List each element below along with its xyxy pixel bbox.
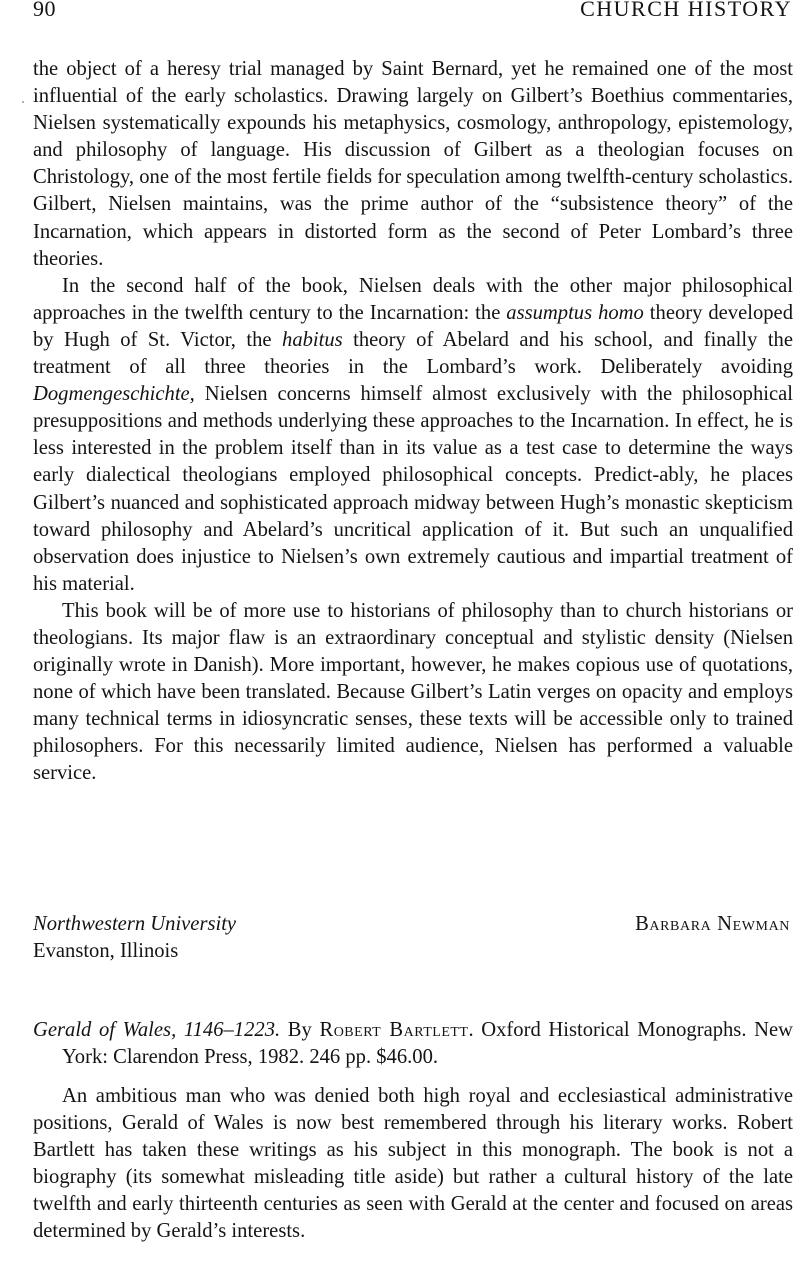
paragraph-intro: An ambitious man who was denied both high royal and ecclesiastical administrative positions, Gerald of Wales is now best remembered through his literary works. Robert Bartlett has taken these writings as his subject in this monograph. The book is not a biography (its somewhat misleading title aside) but rather a cultural history of the late twelfth and early thirteenth centuries as seen with Gerald at the center and focused on areas determined by Gerald’s interests. bbox=[33, 1085, 793, 1243]
reviewer-location: Evanston, Illinois bbox=[33, 940, 179, 962]
review-newman-body bbox=[33, 56, 793, 788]
reviewer-affiliation: Northwestern University bbox=[33, 913, 237, 935]
citation-details: . Oxford Historical Monographs. New York: Clarendon Press, 1982. 246 pp. $46.00. bbox=[62, 1019, 793, 1068]
italic-term-habitus: habitus bbox=[282, 328, 343, 351]
italic-term-dogmengeschichte: Dogmengeschichte, bbox=[33, 383, 195, 406]
text-run: theory of Abelard and his school, and finally the treatment of all three theories in the Lombard’s work. Deliberately avoiding bbox=[33, 328, 793, 379]
paragraph-continued: the object of a heresy trial managed by Saint Bernard, yet he remained one of the most influential of the early scholastics. Drawing largely on Gilbert’s Boethius commentaries, Nielsen systematically expounds his metaphysics, cosmology, anthropology, epistemology, and philosophy of language. His discussion of Gilbert as a theologian focuses on Christology, one of the most fertile fields for speculation among twelfth-century scholastics. Gilbert, Nielsen maintains, was the prime author of the “subsistence theory” of the Incarnation, which appears in distorted form as the second of Peter Lombard’s three theories. bbox=[33, 58, 793, 270]
gutter-speck bbox=[22, 101, 24, 103]
text-run: Nielsen concerns himself almost exclusively with the philosophical presuppositions and methods underlying these approaches to the Incarnation. In effect, he is less interested in the problem itself than in its value as a test case to determine the ways early dialectical theologians employed philosophical concepts. Predict-ably, he places Gilbert’s nuanced and sophisticated approach midway between Hugh’s monastic skepticism toward philosophy and Abelard’s uncritical application of it. But such an unqualified observation does injustice to Nielsen’s own extremely cautious and impartial treatment of his material. bbox=[33, 383, 793, 595]
reviewer-name: Barbara Newman bbox=[635, 913, 790, 935]
text-run: theory developed by Hugh of St. Victor, the bbox=[33, 301, 793, 351]
page-number: 90 bbox=[33, 0, 56, 21]
paragraph-second-half bbox=[33, 273, 793, 598]
book-author: Robert Bartlett bbox=[319, 1019, 469, 1041]
italic-term-assumptus-homo: assumptus homo bbox=[506, 301, 644, 324]
review-bartlett-body bbox=[33, 1083, 793, 1246]
book-citation bbox=[33, 1017, 793, 1071]
paragraph-assessment: This book will be of more use to historians of philosophy than to church historians or theologians. Its major flaw is an extraordinary conceptual and stylistic density (Nielsen originally wrote in Danish). More important, however, he makes copious use of quotations, none of which have been translated. Because Gilbert’s Latin verges on opacity and employs many technical terms in idiosyncratic senses, these texts will be accessible only to trained philosophers. For this necessarily limited audience, Nielsen has performed a valuable service. bbox=[33, 599, 793, 785]
citation-line bbox=[33, 1017, 793, 1071]
running-head bbox=[33, 0, 792, 26]
book-title: Gerald of Wales, 1146–1223. bbox=[33, 1019, 281, 1041]
text-run: In the second half of the book, Nielsen deals with the other major philosophical approaches in the twelfth century to the Incarnation: the bbox=[33, 274, 793, 324]
citation-by: By bbox=[280, 1019, 320, 1041]
running-title: CHURCH HISTORY bbox=[580, 0, 792, 21]
